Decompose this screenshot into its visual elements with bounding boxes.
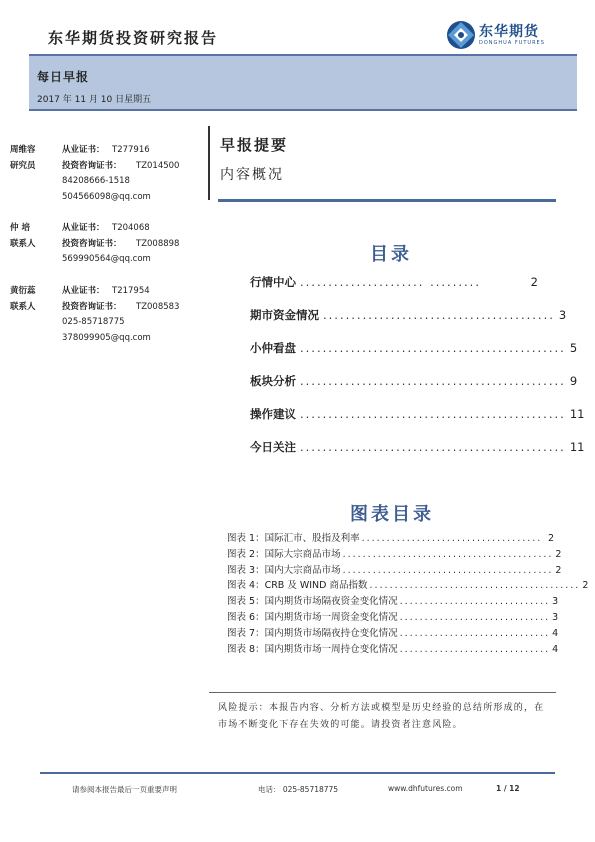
figure-item-page: 2: [582, 580, 589, 592]
analyst-email[interactable]: 378099905@qq.com: [62, 332, 151, 343]
figure-item-page: 2: [555, 564, 562, 576]
figure-item-label: 图表 1：国际汇市、股指及利率: [227, 533, 360, 544]
toc-item-label: 板块分析: [250, 374, 296, 388]
cert-label: 从业证书：: [62, 223, 105, 233]
figure-list-item[interactable]: [227, 641, 559, 657]
toc-list: [250, 274, 585, 472]
toc-item-page: 2: [530, 275, 538, 289]
cert-label: 从业证书：: [62, 145, 105, 155]
advisory-cert-label: 投资咨询证书：: [62, 301, 122, 312]
toc-item[interactable]: [250, 439, 585, 472]
toc-item-label: 操作建议: [250, 407, 296, 421]
summary-underline: [218, 199, 556, 202]
figure-item-page: 3: [552, 611, 559, 623]
toc-item-label: 行情中心: [250, 275, 296, 289]
figure-item-label: 图表 6：国内期货市场一周资金变化情况: [227, 611, 398, 623]
analyst-phone: 84208666-1518: [62, 176, 130, 186]
toc-item-label: 今日关注: [250, 440, 296, 454]
toc-item-page: 11: [569, 440, 585, 454]
analyst-role: 联系人: [10, 301, 36, 312]
toc-item-page: 5: [569, 341, 578, 355]
toc-item[interactable]: [250, 406, 585, 439]
risk-warning: 风险提示：本报告内容、分析方法或模型是历史经验的总结所形成的，在市场不断变化下存在失效的可能。请投资者注意风险。: [218, 703, 545, 730]
footer-website[interactable]: www.dhfutures.com: [388, 784, 463, 793]
toc-item[interactable]: [250, 274, 538, 307]
figure-list-item[interactable]: [227, 546, 562, 562]
cert-number: T217954: [112, 286, 150, 296]
figure-leader-dots: ..............................: [399, 596, 551, 608]
figure-leader-dots: ..............................: [399, 643, 551, 655]
figure-list-item[interactable]: [227, 562, 562, 578]
toc-leader-dots: .........................................: [323, 308, 555, 322]
company-logo: [446, 20, 545, 50]
donghua-logo-icon: [446, 20, 476, 50]
advisory-cert-label: 投资咨询证书：: [62, 238, 122, 249]
logo-name-en: DONGHUA FUTURES: [479, 39, 545, 46]
figure-list-item[interactable]: [227, 625, 559, 641]
advisory-cert-number: TZ008583: [136, 301, 180, 312]
logo-name-cn: 东华期货: [479, 23, 539, 40]
report-banner: [29, 54, 577, 111]
toc-leader-dots: ...............................................: [300, 341, 566, 355]
analyst-name: 周维容: [10, 145, 36, 155]
footer-phone: 电话： 025-85718775: [258, 785, 339, 794]
figure-item-label: 图表 4：CRB 及 WIND 商品指数: [227, 580, 368, 592]
figure-leader-dots: ..............................: [399, 611, 551, 623]
risk-divider: [209, 692, 556, 693]
figure-leader-dots: ..........................................: [369, 580, 581, 592]
toc-item[interactable]: [250, 307, 567, 340]
toc-item[interactable]: [250, 373, 578, 406]
footer-divider: [40, 772, 555, 774]
toc-leader-dots: ...............................................: [300, 374, 566, 388]
figure-list-item[interactable]: [227, 609, 559, 625]
analyst-name: 黄衍蕊: [10, 286, 36, 296]
toc-item[interactable]: [250, 340, 578, 373]
toc-item-page: 3: [558, 308, 567, 322]
figure-list-item[interactable]: [227, 530, 554, 546]
analyst-email[interactable]: 504566098@qq.com: [62, 191, 151, 202]
footer-page-number: 1 / 12: [496, 784, 520, 793]
figure-item-label: 图表 7：国内期货市场隔夜持仓变化情况: [227, 627, 398, 639]
toc-title: 目录: [370, 244, 412, 265]
figure-leader-dots: ....................................: [361, 533, 543, 544]
toc-item-page: 11: [569, 407, 585, 421]
figure-list: [227, 530, 589, 656]
toc-leader-dots: ...............................................: [300, 407, 566, 421]
figure-item-page: 4: [552, 627, 559, 639]
figure-item-label: 图表 2：国际大宗商品市场: [227, 548, 341, 560]
cert-number: T277916: [112, 145, 150, 155]
report-date: 2017 年 11 月 10 日星期五: [37, 95, 152, 105]
summary-title: 早报提要: [220, 136, 289, 154]
figure-list-item[interactable]: [227, 593, 559, 609]
toc-item-label: 小仲看盘: [250, 341, 296, 355]
figure-leader-dots: ..........................................: [342, 548, 554, 560]
advisory-cert-label: 投资咨询证书：: [62, 160, 122, 171]
toc-item-label: 期市资金情况: [250, 308, 319, 322]
report-series-title: 东华期货投资研究报告: [48, 29, 219, 47]
analyst-contact-1: [10, 143, 179, 205]
advisory-cert-number: TZ008898: [136, 238, 180, 249]
figure-item-label: 图表 8：国内期货市场一周持仓变化情况: [227, 643, 398, 655]
figure-leader-dots: ..........................................: [342, 564, 554, 576]
analyst-name: 仲 培: [10, 223, 30, 233]
cert-label: 从业证书：: [62, 286, 105, 296]
figure-item-label: 图表 5：国内期货市场隔夜资金变化情况: [227, 596, 398, 608]
figure-item-page: 2: [555, 548, 562, 560]
report-type-title: 每日早报: [37, 70, 90, 84]
figure-list-item[interactable]: [227, 577, 589, 593]
analyst-role: 研究员: [10, 160, 36, 171]
toc-leader-dots: ...............................................: [300, 440, 566, 454]
toc-item-page: 9: [569, 374, 578, 388]
toc-leader-dots: ...................... .........: [300, 275, 481, 289]
analyst-role: 联系人: [10, 238, 36, 249]
analyst-email[interactable]: 569990564@qq.com: [62, 254, 151, 264]
summary-divider: [208, 126, 210, 200]
figure-item-label: 图表 3：国内大宗商品市场: [227, 564, 341, 576]
summary-subtitle: 内容概况: [220, 167, 284, 183]
figure-item-page: 2: [547, 533, 554, 544]
advisory-cert-number: TZ014500: [136, 160, 180, 171]
analyst-contact-3: [10, 284, 179, 346]
analyst-contact-2: [10, 221, 179, 268]
figure-leader-dots: ..............................: [399, 627, 551, 639]
figure-item-page: 3: [552, 596, 559, 608]
figure-list-title: 图表目录: [350, 504, 434, 525]
cert-number: T204068: [112, 223, 150, 233]
footer-disclaimer: 请参阅本报告最后一页重要声明: [72, 785, 177, 794]
figure-item-page: 4: [552, 643, 559, 655]
analyst-phone: 025-85718775: [62, 317, 125, 327]
